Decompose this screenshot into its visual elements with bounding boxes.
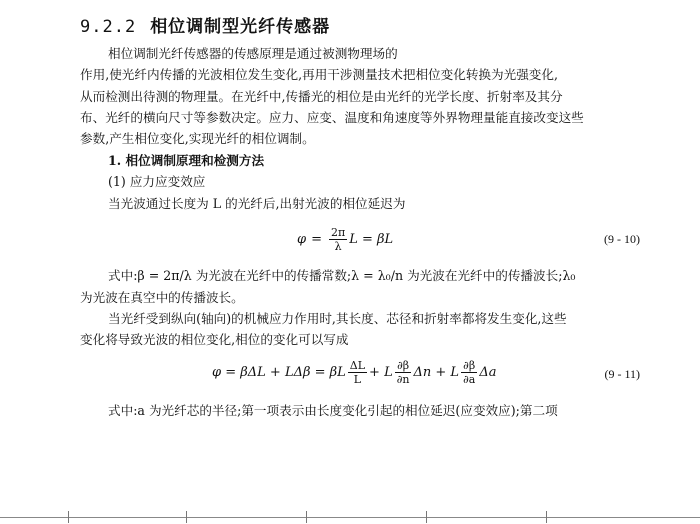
paragraph-line: 从而检测出待测的物理量。在光纤中,传播光的相位是由光纤的光学长度、折射率及其分 bbox=[80, 89, 563, 104]
eq1-fraction bbox=[329, 226, 347, 253]
section-heading bbox=[80, 12, 330, 37]
eq2-term-2: + L bbox=[369, 365, 393, 380]
item-heading: (1) 应力应变效应 bbox=[108, 174, 206, 189]
subsection-heading: 1. 相位调制原理和检测方法 bbox=[108, 153, 265, 168]
page-divider bbox=[546, 511, 547, 523]
page-divider bbox=[306, 511, 307, 523]
page-divider bbox=[68, 511, 69, 523]
page-divider bbox=[426, 511, 427, 523]
eq2-frac1-den: L bbox=[353, 373, 362, 386]
equation-9-10: φ = $\frac{2\pi}{\lambda}$ L = βL (9 - 10) bbox=[297, 226, 640, 253]
equation-number: (9 - 11) bbox=[604, 367, 640, 381]
paragraph-line: 式中:a 为光纤芯的半径;第一项表示由长度变化引起的相位延迟(应变效应);第二项 bbox=[108, 403, 558, 418]
eq2-term-3: Δn + L bbox=[413, 365, 460, 380]
paragraph-line: 作用,使光纤内传播的光波相位发生变化,再用干涉测量技术把相位变化转换为光强变化, bbox=[80, 67, 558, 82]
eq2-frac2-den: ∂n bbox=[396, 373, 410, 386]
paragraph-line: 布、光纤的横向尺寸等参数决定。应力、应变、温度和角速度等外界物理量能直接改变这些 bbox=[80, 110, 584, 125]
eq1-frac-num: 2π bbox=[331, 226, 346, 239]
eq2-frac2-num: ∂β bbox=[397, 359, 410, 372]
eq1-frac-den: λ bbox=[334, 240, 342, 253]
eq2-frac3-den: ∂a bbox=[463, 373, 476, 386]
eq1-rest: L = βL bbox=[349, 232, 394, 247]
page-divider bbox=[186, 511, 187, 523]
paragraph-line: 参数,产生相位变化,实现光纤的相位调制。 bbox=[80, 131, 315, 146]
paragraph-line: 当光波通过长度为 L 的光纤后,出射光波的相位延迟为 bbox=[108, 196, 406, 211]
paragraph-line: 当光纤受到纵向(轴向)的机械应力作用时,其长度、芯径和折射率都将发生变化,这些 bbox=[108, 311, 567, 326]
eq2-frac1-num: ΔL bbox=[349, 359, 366, 372]
paragraph-line: 相位调制光纤传感器的传感原理是通过被测物理场的 bbox=[108, 46, 398, 61]
eq2-term-4: Δa bbox=[479, 365, 497, 380]
paragraph-line: 为光波在真空中的传播波长。 bbox=[80, 290, 244, 305]
page-bottom-border bbox=[0, 517, 700, 518]
eq2-fraction-1 bbox=[348, 359, 367, 386]
eq1-lhs: φ bbox=[297, 232, 307, 247]
eq2-lhs: φ = βΔL + LΔβ = βL bbox=[212, 365, 346, 380]
equation-number: (9 - 10) bbox=[604, 232, 640, 246]
eq2-fraction-2 bbox=[395, 359, 412, 386]
section-title: 相位调制型光纤传感器 bbox=[150, 17, 331, 37]
section-number: 9.2.2 bbox=[80, 17, 137, 37]
equation-9-11 bbox=[80, 357, 640, 393]
paragraph-line: 变化将导致光波的相位变化,相位的变化可以写成 bbox=[80, 332, 349, 347]
eq2-fraction-3 bbox=[461, 359, 477, 386]
eq2-frac3-num: ∂β bbox=[463, 359, 476, 372]
paragraph-line: 式中:β = 2π/λ 为光波在光纤中的传播常数;λ = λ₀/n 为光波在光纤中的传播波长;λ₀ bbox=[108, 268, 576, 283]
